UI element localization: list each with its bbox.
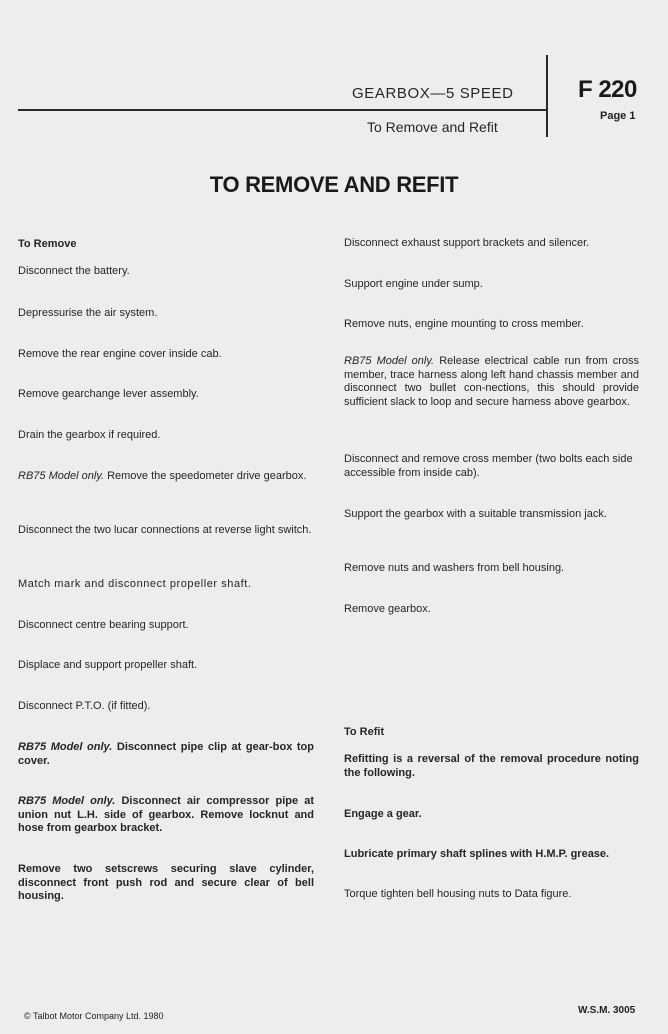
step-text: Displace and support propeller shaft. — [18, 659, 198, 671]
step-text: Release electrical cable run from cross member, trace harness along left hand chassis member and disconnect two bullet con-nections, this should provide sufficient slack to loop and secure harness above gearbox. — [344, 355, 639, 408]
copyright-notice: © Talbot Motor Company Ltd. 1980 — [24, 1011, 164, 1021]
step-text: Disconnect the two lucar connections at reverse light switch. — [18, 524, 312, 536]
step-text: Disconnect and remove cross member (two bolts each side accessible from inside cab). — [344, 453, 633, 479]
step-block — [18, 741, 314, 768]
step-text: Disconnect P.T.O. (if fitted). — [18, 700, 151, 712]
step-text: Disconnect the battery. — [18, 265, 130, 277]
step-text: Remove gearchange lever assembly. — [18, 388, 199, 400]
step-text: Disconnect centre bearing support. — [18, 619, 189, 631]
step-text: Remove nuts, engine mounting to cross member. — [344, 318, 584, 330]
step-text: Match mark and disconnect propeller shaft. — [18, 578, 252, 590]
step-text: Lubricate primary shaft splines with H.M.P. grease. — [344, 848, 610, 860]
step-text: Disconnect pipe clip at gear-box top cover. — [18, 741, 314, 767]
header-divider — [546, 55, 548, 137]
heading-to-refit: To Refit — [344, 726, 385, 738]
section-code: F 220 — [578, 76, 637, 103]
heading-to-remove: To Remove — [18, 238, 77, 250]
model-label: RB75 Model only. — [18, 470, 105, 482]
step-text: Support engine under sump. — [344, 278, 483, 290]
step-text: Remove nuts and washers from bell housing. — [344, 562, 565, 574]
step-text: Disconnect exhaust support brackets and silencer. — [344, 237, 590, 249]
model-label: RB75 Model only. — [344, 355, 435, 367]
step-text: Remove two setscrews securing slave cylinder, disconnect front push rod and secure clear of bell housing. — [18, 863, 314, 902]
step-text: Drain the gearbox if required. — [18, 429, 161, 441]
model-label: RB75 Model only. — [18, 795, 116, 807]
step-block — [18, 795, 314, 836]
step-block — [344, 355, 639, 409]
step-text: Disconnect air compressor pipe at union nut L.H. side of gearbox. Remove locknut and hose from gearbox bracket. — [18, 795, 314, 834]
step-text: Remove the speedometer drive gearbox. — [107, 470, 307, 482]
step-block — [18, 470, 314, 484]
step-text: Remove gearbox. — [344, 603, 431, 615]
step-text: Depressurise the air system. — [18, 307, 158, 319]
step-text: Engage a gear. — [344, 808, 422, 820]
page-title: TO REMOVE AND REFIT — [209, 172, 459, 197]
header-rule — [18, 109, 548, 111]
page-number: Page 1 — [600, 110, 636, 122]
step-text: Remove the rear engine cover inside cab. — [18, 348, 222, 360]
header-title: GEARBOX—5 SPEED — [352, 85, 514, 102]
model-label: RB75 Model only. — [18, 741, 113, 753]
manual-reference: W.S.M. 3005 — [578, 1005, 636, 1016]
step-text: Support the gearbox with a suitable transmission jack. — [344, 508, 607, 520]
step-text: Torque tighten bell housing nuts to Data figure. — [344, 888, 572, 900]
step-text: Refitting is a reversal of the removal procedure noting the following. — [344, 753, 639, 779]
header-subtitle: To Remove and Refit — [367, 119, 498, 135]
